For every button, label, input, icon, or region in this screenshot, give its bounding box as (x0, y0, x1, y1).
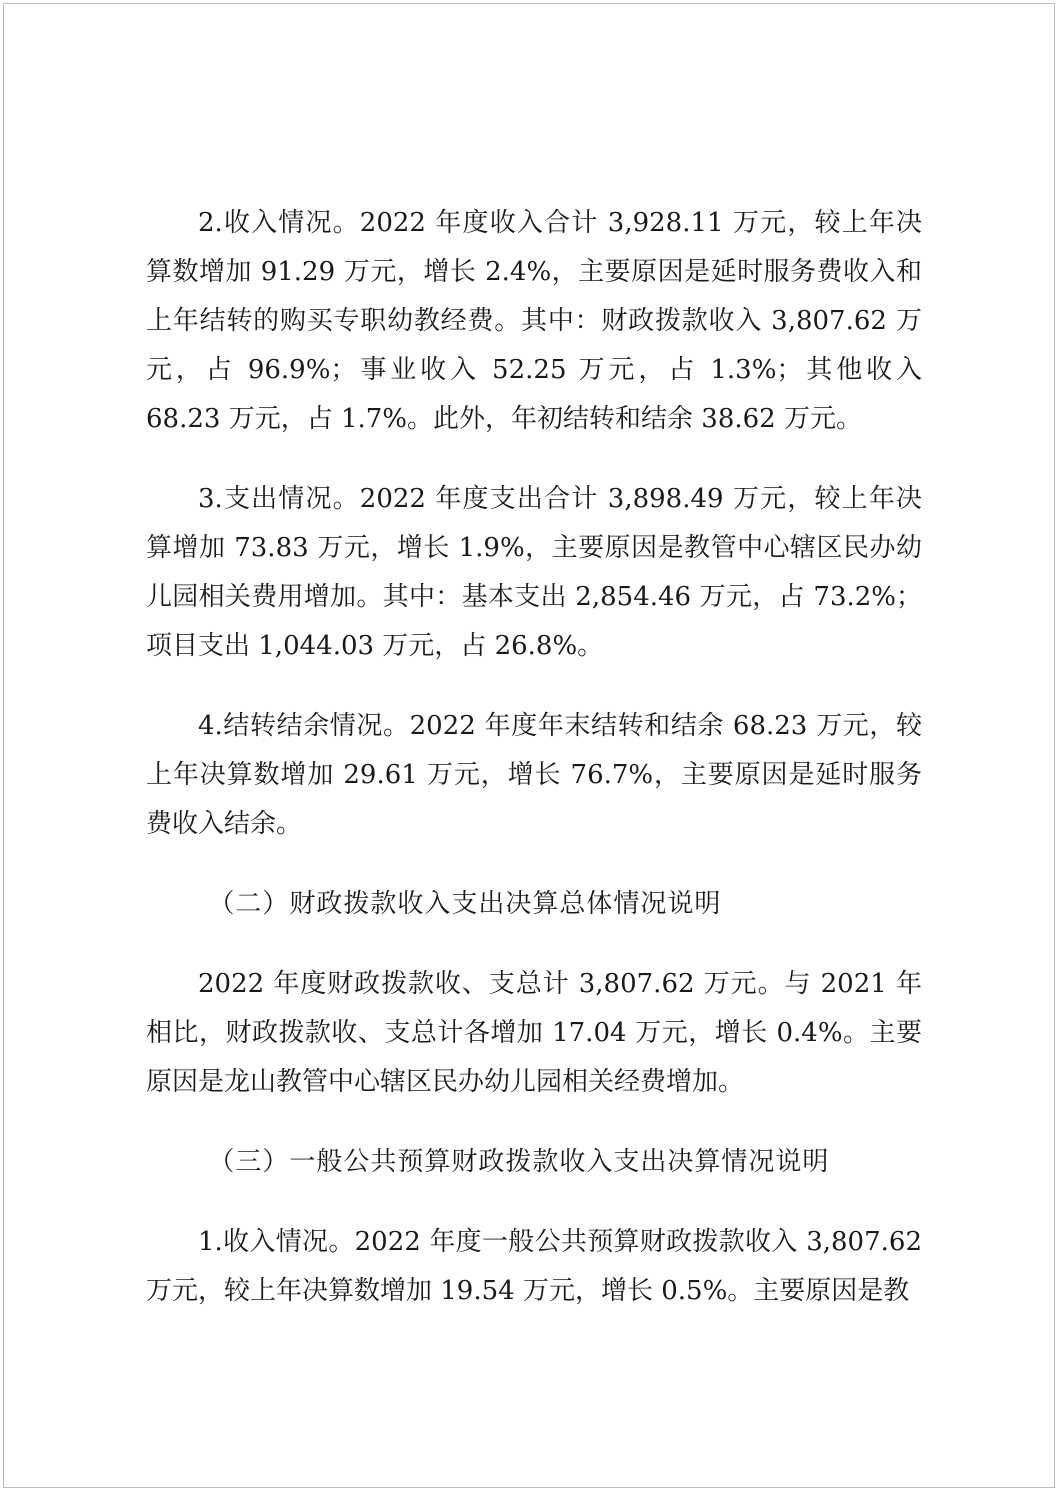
paragraph-expenditure: 3.支出情况。2022 年度支出合计 3,898.49 万元，较上年决算增加 73.83 万元，增长 1.9%，主要原因是教管中心辖区民办幼儿园相关费用增加。其中：基本支出 2,854.46 万元，占 73.2%；项目支出 1,044.03 万元，占 26.8%。 (146, 484, 922, 661)
paragraph-carryover: 4.结转结余情况。2022 年度年末结转和结余 68.23 万元，较上年决算数增加 29.61 万元，增长 76.7%，主要原因是延时服务费收入结余。 (146, 711, 922, 839)
section-heading-fiscal-overview: （二）财政拨款收入支出决算总体情况说明 (208, 889, 722, 919)
paragraph-income: 2.收入情况。2022 年度收入合计 3,928.11 万元，较上年决算数增加 91.29 万元，增长 2.4%，主要原因是延时服务费收入和上年结转的购买专职幼教经费。其中：财政拨款收入 3,807.62 万元，占 96.9%；事业收入 52.25 万元，占 1.3%；其他收入 68.23 万元，占 1.7%。此外，年初结转和结余 38.62 万元。 (146, 208, 922, 434)
document-page (3, 3, 1055, 1488)
paragraph-fiscal-overview: 2022 年度财政拨款收、支总计 3,807.62 万元。与 2021 年相比，财政拨款收、支总计各增加 17.04 万元，增长 0.4%。主要原因是龙山教管中心辖区民办幼儿园相关经费增加。 (146, 969, 922, 1097)
section-heading-general-budget: （三）一般公共预算财政拨款收入支出决算情况说明 (208, 1147, 830, 1177)
document-body (146, 199, 922, 1316)
paragraph-general-budget-income: 1.收入情况。2022 年度一般公共预算财政拨款收入 3,807.62 万元，较上年决算数增加 19.54 万元，增长 0.5%。主要原因是教 (146, 1227, 922, 1306)
